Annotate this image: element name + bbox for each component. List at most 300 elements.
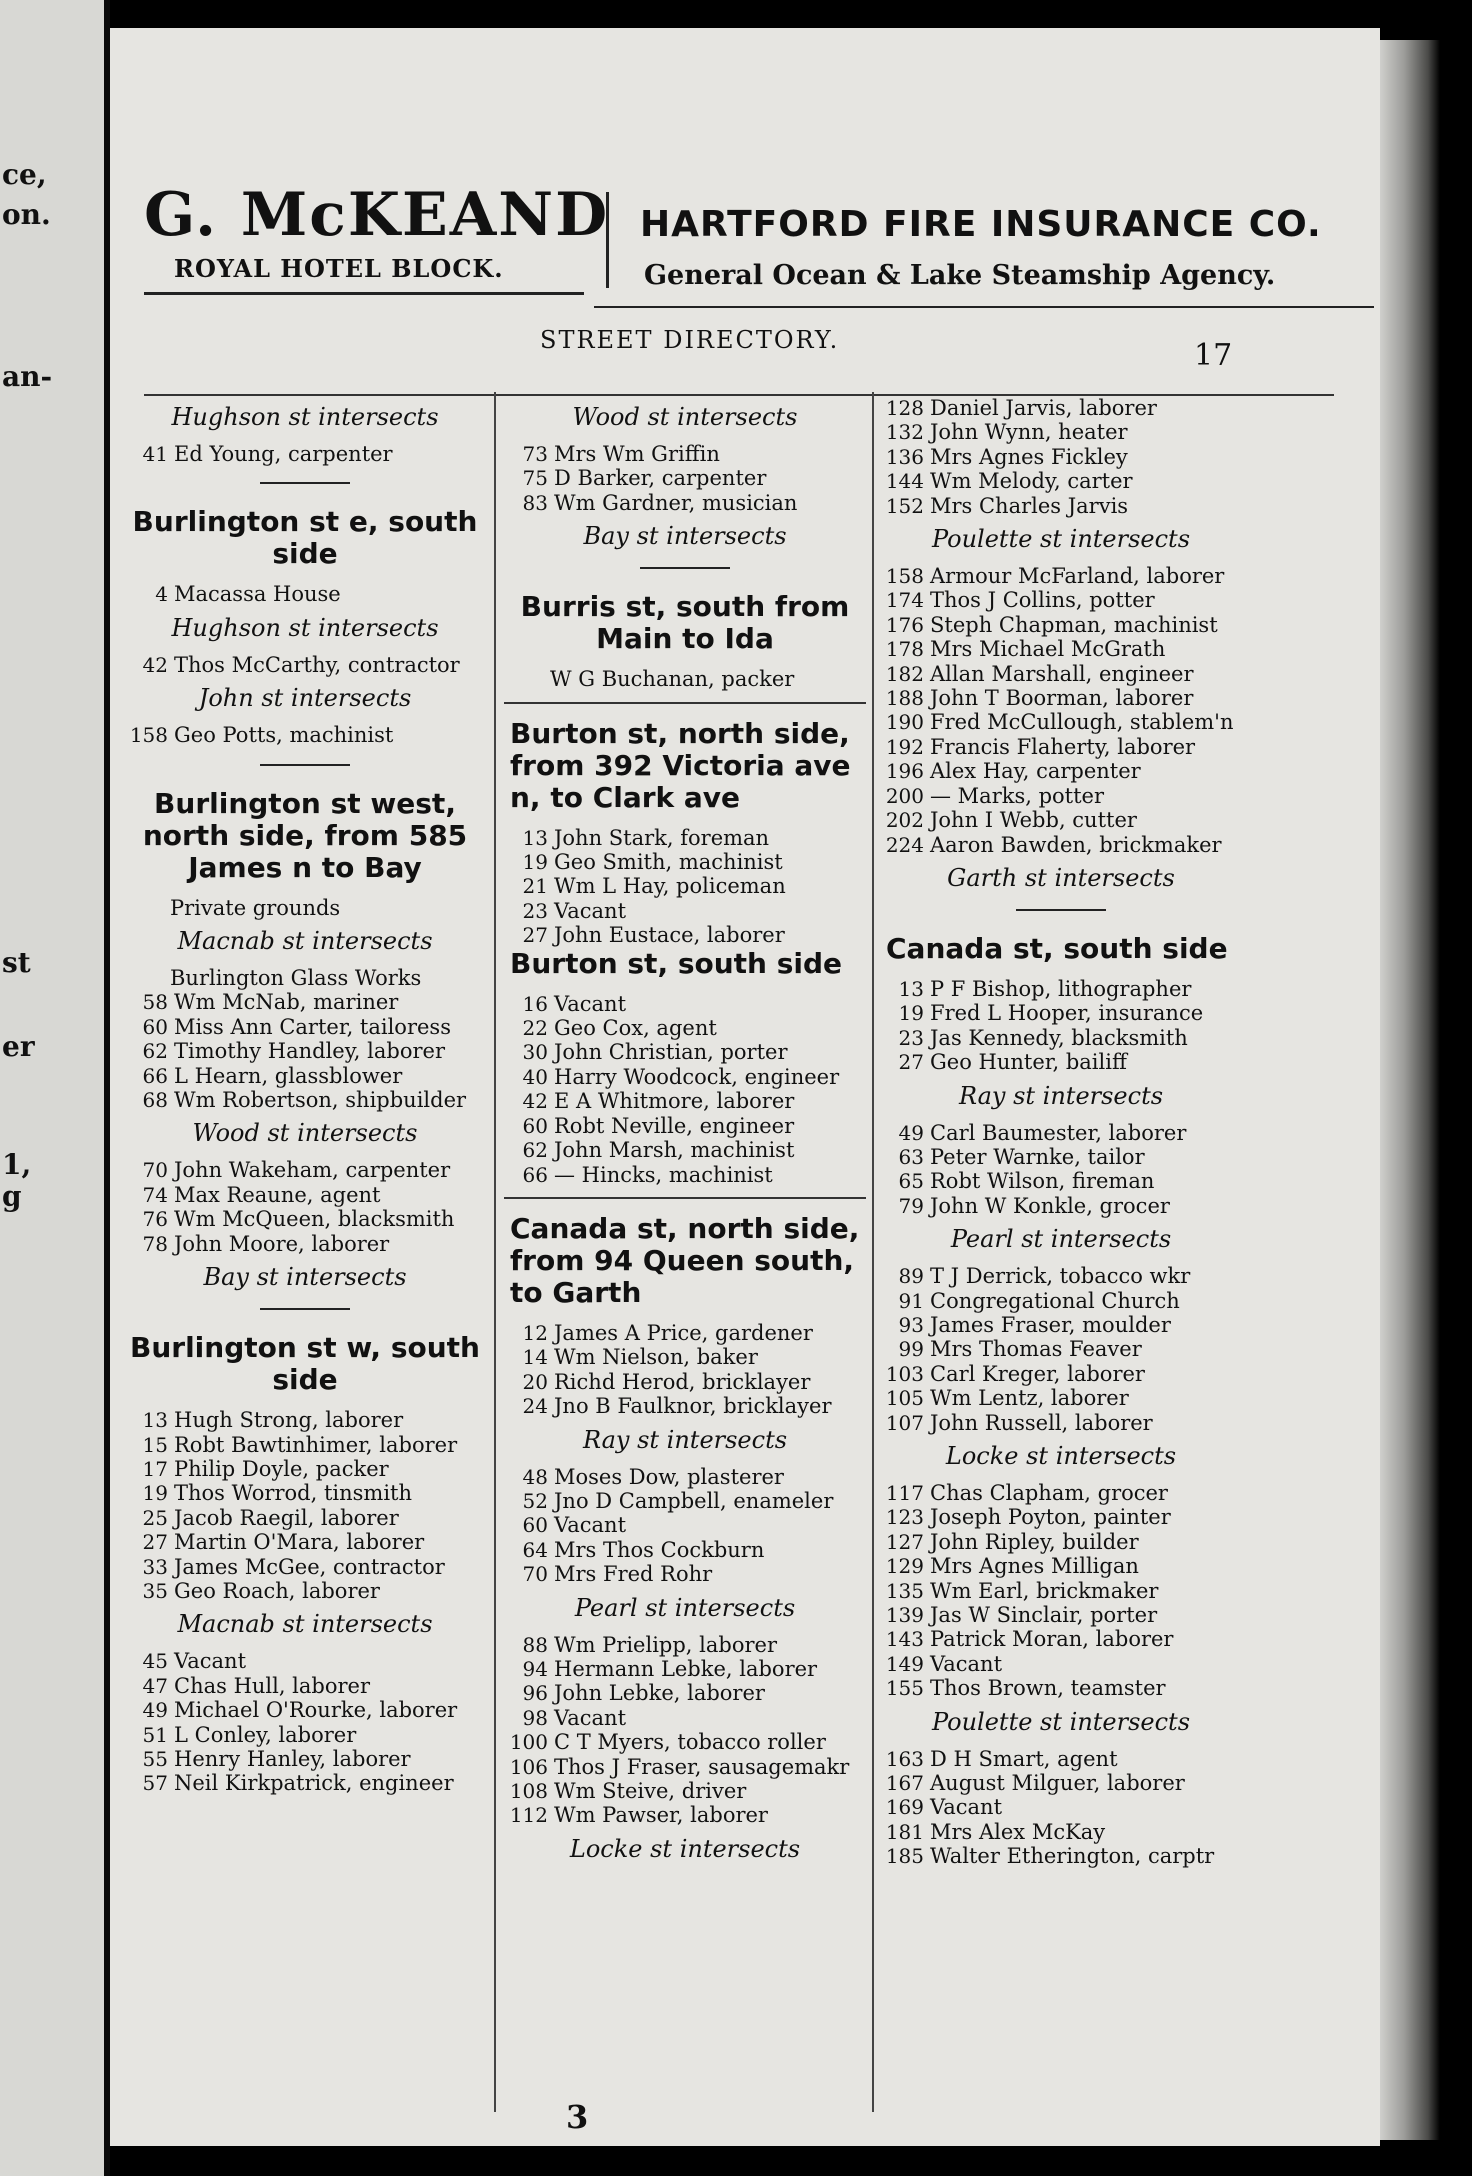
- house-number: 139: [885, 1603, 924, 1628]
- intersection-heading: Locke st intersects: [569, 1834, 801, 1863]
- directory-entry: [880, 1001, 1242, 1025]
- resident-name: John Eustace, laborer: [554, 923, 785, 948]
- house-number: 182: [885, 661, 924, 686]
- house-number: 103: [885, 1361, 924, 1386]
- resident-name: Jas W Sinclair, porter: [930, 1603, 1158, 1628]
- section-separator: [260, 482, 350, 484]
- resident-name: Ed Young, carpenter: [174, 442, 393, 466]
- directory-entry: [504, 992, 866, 1016]
- intersection-heading: Wood st intersects: [192, 1119, 418, 1148]
- intersection-heading: Pearl st intersects: [574, 1593, 796, 1622]
- house-number: 60: [522, 1113, 548, 1138]
- resident-name: Mrs Fred Rohr: [554, 1562, 713, 1587]
- house-number: 57: [142, 1771, 168, 1796]
- directory-entry: [504, 1755, 866, 1779]
- house-number: 27: [522, 923, 548, 948]
- resident-name: Geo Cox, agent: [554, 1016, 717, 1041]
- resident-name: John T Boorman, laborer: [930, 686, 1194, 711]
- directory-entry: [124, 1088, 486, 1112]
- directory-entry: [880, 1505, 1242, 1529]
- house-number: 33: [142, 1554, 168, 1579]
- resident-name: Allan Marshall, engineer: [930, 661, 1194, 686]
- house-number: 93: [898, 1312, 924, 1337]
- directory-entry: [880, 396, 1242, 420]
- resident-name: John Russell, laborer: [930, 1410, 1153, 1435]
- section-separator: [260, 1308, 350, 1310]
- resident-name: Macassa House: [174, 582, 341, 607]
- directory-entry: [880, 1337, 1242, 1361]
- directory-entry: [880, 1676, 1242, 1700]
- resident-name: Wm Robertson, shipbuilder: [174, 1088, 467, 1113]
- resident-name: Robt Bawtinhimer, laborer: [174, 1432, 458, 1457]
- directory-entry: [880, 1411, 1242, 1435]
- house-number: 123: [885, 1505, 924, 1530]
- resident-name: E A Whitmore, laborer: [554, 1089, 795, 1114]
- resident-name: Alex Hay, carpenter: [930, 759, 1141, 784]
- resident-name: Wm Nielson, baker: [554, 1345, 758, 1370]
- column-divider: [872, 392, 874, 2112]
- directory-entry: [124, 1506, 486, 1530]
- house-number: 79: [898, 1193, 924, 1218]
- directory-entry: [124, 1408, 486, 1432]
- margin-fragment: 1,: [2, 1148, 32, 1181]
- directory-entry: [880, 735, 1242, 759]
- house-number: 42: [142, 652, 168, 677]
- house-number: 98: [522, 1705, 548, 1730]
- intersection-heading: Wood st intersects: [572, 403, 798, 431]
- directory-entry: [504, 1321, 866, 1345]
- directory-entry: [504, 1394, 866, 1418]
- margin-fragment: ce,: [2, 158, 47, 191]
- directory-entry: [504, 442, 866, 466]
- directory-entry: [504, 1040, 866, 1064]
- house-number: 4: [155, 582, 168, 607]
- directory-entry: [504, 899, 866, 923]
- resident-name: Mrs Alex McKay: [930, 1819, 1106, 1844]
- house-number: 19: [898, 1001, 924, 1026]
- resident-name: Vacant: [930, 1651, 1003, 1676]
- directory-entry: [880, 1795, 1242, 1819]
- directory-entry: [880, 637, 1242, 661]
- resident-name: Max Reaune, agent: [174, 1182, 381, 1207]
- house-number: 14: [522, 1345, 548, 1370]
- resident-name: L Hearn, glassblower: [174, 1063, 403, 1088]
- resident-name: Martin O'Mara, laborer: [174, 1530, 425, 1555]
- house-number: 16: [522, 991, 548, 1016]
- directory-entry: [124, 1183, 486, 1207]
- resident-name: Harry Woodcock, engineer: [554, 1064, 840, 1089]
- resident-name: Geo Smith, machinist: [554, 850, 783, 875]
- resident-name: Henry Hanley, laborer: [174, 1746, 411, 1771]
- resident-name: Wm L Hay, policeman: [554, 874, 786, 899]
- house-number: 167: [885, 1771, 924, 1796]
- directory-entry: [504, 466, 866, 490]
- resident-name: L Conley, laborer: [174, 1722, 357, 1747]
- resident-name: Chas Hull, laborer: [174, 1673, 371, 1698]
- resident-name: John Lebke, laborer: [554, 1681, 765, 1706]
- resident-name: Moses Dow, plasterer: [554, 1464, 784, 1489]
- resident-name: Robt Wilson, fireman: [930, 1169, 1155, 1194]
- resident-name: Aaron Bawden, brickmaker: [930, 832, 1222, 857]
- resident-name: Hugh Strong, laborer: [174, 1408, 404, 1433]
- resident-name: D Barker, carpenter: [554, 466, 767, 491]
- section-separator: [260, 764, 350, 766]
- adjacent-page-strip: [0, 0, 110, 2176]
- resident-name: Richd Herod, bricklayer: [554, 1369, 811, 1394]
- resident-name: Thos J Collins, potter: [930, 588, 1155, 613]
- resident-name: Geo Potts, machinist: [174, 723, 394, 748]
- house-number: 30: [522, 1040, 548, 1065]
- house-number: 66: [142, 1063, 168, 1088]
- house-number: 178: [885, 637, 924, 662]
- house-number: 91: [898, 1288, 924, 1313]
- resident-name: John I Webb, cutter: [930, 808, 1137, 833]
- house-number: 132: [885, 420, 924, 445]
- house-number: 78: [142, 1231, 168, 1256]
- resident-name: Mrs Thomas Feaver: [930, 1337, 1142, 1362]
- house-number: 47: [142, 1673, 168, 1698]
- directory-entry: [880, 1747, 1242, 1771]
- house-number: 42: [522, 1089, 548, 1114]
- house-number: 99: [898, 1337, 924, 1362]
- house-number: 23: [522, 898, 548, 923]
- margin-fragment: an-: [2, 360, 53, 393]
- margin-fragment: st: [2, 946, 31, 979]
- resident-name: Wm McNab, mariner: [174, 990, 399, 1015]
- resident-name: T J Derrick, tobacco wkr: [930, 1264, 1191, 1289]
- intersection-heading: Hughson st intersects: [171, 613, 439, 642]
- house-number: 62: [142, 1039, 168, 1064]
- directory-entry: [504, 850, 866, 874]
- street-heading: Burton st, south side: [510, 946, 843, 980]
- house-number: 55: [142, 1746, 168, 1771]
- directory-entry: [880, 1481, 1242, 1505]
- house-number: 196: [885, 759, 924, 784]
- house-number: 17: [142, 1456, 168, 1481]
- directory-entry: [504, 1370, 866, 1394]
- section-separator: [640, 567, 730, 569]
- directory-entry: [124, 1158, 486, 1182]
- intersection-heading: Bay st intersects: [203, 1263, 407, 1292]
- house-number: 35: [142, 1578, 168, 1603]
- house-number: 158: [885, 564, 924, 589]
- resident-name: James McGee, contractor: [174, 1554, 445, 1579]
- directory-entry: [880, 759, 1242, 783]
- directory-entry: [880, 1121, 1242, 1145]
- directory-entry: [880, 686, 1242, 710]
- directory-entry: [880, 588, 1242, 612]
- directory-entry: [504, 1513, 866, 1537]
- directory-entry: [124, 1433, 486, 1457]
- resident-name: Walter Etherington, carptr: [930, 1844, 1215, 1869]
- resident-name: Geo Hunter, bailiff: [930, 1050, 1127, 1075]
- house-number: 58: [142, 990, 168, 1015]
- house-number: 163: [885, 1746, 924, 1771]
- directory-entry: [124, 1579, 486, 1603]
- directory-entry: [880, 1652, 1242, 1676]
- directory-entry: [880, 1169, 1242, 1193]
- house-number: 158: [129, 723, 168, 748]
- house-number: 127: [885, 1529, 924, 1554]
- house-number: 60: [522, 1513, 548, 1538]
- street-heading: Burton st, north side, from 392 Victoria ave n, to Clark ave: [510, 716, 851, 814]
- street-heading: Burlington st west, north side, from 585 James n to Bay: [142, 786, 468, 884]
- house-number: 185: [885, 1844, 924, 1869]
- resident-name: Jacob Raegil, laborer: [174, 1505, 399, 1530]
- firm-name: G. McKEAND: [144, 180, 610, 250]
- directory-entry: [124, 1530, 486, 1554]
- directory-entry: [880, 1264, 1242, 1288]
- directory-entry: [880, 833, 1242, 857]
- resident-name: Philip Doyle, packer: [174, 1456, 389, 1481]
- resident-name: Wm Steive, driver: [554, 1779, 747, 1803]
- resident-name: Armour McFarland, laborer: [930, 564, 1225, 589]
- resident-name: Patrick Moran, laborer: [930, 1627, 1174, 1652]
- resident-name: Fred McCullough, stablem'n: [930, 710, 1234, 735]
- house-number: 174: [885, 588, 924, 613]
- firm-underline: [144, 292, 584, 295]
- directory-entry: [504, 1163, 866, 1187]
- directory-entry: [880, 494, 1242, 518]
- directory-entry: [880, 662, 1242, 686]
- street-heading: Canada st, south side: [886, 931, 1228, 965]
- directory-entry: [504, 923, 866, 947]
- directory-entry: Private grounds: [170, 895, 341, 920]
- house-number: 76: [142, 1207, 168, 1232]
- section-rule: [504, 702, 866, 704]
- resident-name: Joseph Poyton, painter: [930, 1505, 1171, 1530]
- header-rule: [594, 306, 1374, 308]
- section-separator: [1016, 909, 1106, 911]
- directory-entry: [880, 977, 1242, 1001]
- directory-entry: [880, 564, 1242, 588]
- house-number: 75: [522, 466, 548, 491]
- house-number: 149: [885, 1651, 924, 1676]
- directory-entry: [880, 710, 1242, 734]
- house-number: 22: [522, 1016, 548, 1041]
- house-number: 107: [885, 1410, 924, 1435]
- house-number: 41: [142, 442, 168, 466]
- resident-name: Neil Kirkpatrick, engineer: [174, 1771, 454, 1796]
- house-number: 188: [885, 686, 924, 711]
- page-edge-shadow: [1380, 40, 1440, 2140]
- house-number: 106: [509, 1754, 548, 1779]
- house-number: 62: [522, 1138, 548, 1163]
- house-number: 13: [142, 1408, 168, 1433]
- directory-entry: [880, 1050, 1242, 1074]
- resident-name: Jno D Campbell, enameler: [554, 1488, 834, 1513]
- house-number: 202: [885, 808, 924, 833]
- directory-entry: [124, 582, 486, 606]
- directory-entry: [124, 1015, 486, 1039]
- section-title: STREET DIRECTORY.: [540, 326, 840, 354]
- directory-entry: Burlington Glass Works: [170, 966, 422, 991]
- resident-name: Vacant: [930, 1795, 1003, 1820]
- directory-entry: [880, 1313, 1242, 1337]
- directory-entry: [124, 1698, 486, 1722]
- resident-name: — Hincks, machinist: [554, 1162, 773, 1187]
- house-number: 40: [522, 1064, 548, 1089]
- house-number: 12: [522, 1320, 548, 1345]
- intersection-heading: John st intersects: [198, 684, 412, 713]
- directory-entry: [504, 1657, 866, 1681]
- directory-entry: [504, 1706, 866, 1730]
- resident-name: Francis Flaherty, laborer: [930, 734, 1196, 759]
- directory-entry: [124, 1674, 486, 1698]
- house-number: 73: [522, 442, 548, 466]
- resident-name: Thos McCarthy, contractor: [174, 652, 460, 677]
- directory-entry: [880, 1579, 1242, 1603]
- column-divider: [494, 392, 496, 2112]
- directory-entry: [504, 491, 866, 515]
- resident-name: John Wakeham, carpenter: [174, 1158, 451, 1183]
- street-heading: Burlington st e, south side: [132, 505, 478, 571]
- intersection-heading: Locke st intersects: [945, 1442, 1177, 1470]
- resident-name: Fred L Hooper, insurance: [930, 1001, 1204, 1026]
- intersection-heading: Poulette st intersects: [931, 1707, 1191, 1736]
- directory-entry: [124, 1064, 486, 1088]
- resident-name: John Ripley, builder: [930, 1529, 1139, 1554]
- house-number: 63: [898, 1144, 924, 1169]
- house-number: 144: [885, 469, 924, 494]
- insurance-company: HARTFORD FIRE INSURANCE CO.: [640, 204, 1322, 245]
- house-number: 66: [522, 1162, 548, 1187]
- resident-name: Hermann Lebke, laborer: [554, 1656, 818, 1681]
- house-number: 129: [885, 1554, 924, 1579]
- resident-name: P F Bishop, lithographer: [930, 976, 1192, 1001]
- directory-entry: [504, 1633, 866, 1657]
- intersection-heading: Ray st intersects: [582, 1425, 788, 1454]
- directory-entry: [880, 1145, 1242, 1169]
- directory-entry: [124, 1457, 486, 1481]
- directory-entry: [880, 1554, 1242, 1578]
- directory-entry: [124, 1232, 486, 1256]
- firm-address: ROYAL HOTEL BLOCK.: [174, 254, 504, 283]
- intersection-heading: Pearl st intersects: [950, 1225, 1172, 1254]
- directory-entry: [880, 420, 1242, 444]
- directory-entry: [880, 1530, 1242, 1554]
- directory-entry: [124, 1723, 486, 1747]
- house-number: 83: [522, 490, 548, 515]
- resident-name: August Milguer, laborer: [930, 1771, 1185, 1796]
- house-number: 152: [885, 493, 924, 518]
- resident-name: Wm McQueen, blacksmith: [174, 1207, 455, 1232]
- resident-name: Wm Prielipp, laborer: [554, 1632, 777, 1657]
- house-number: 27: [898, 1050, 924, 1075]
- resident-name: Vacant: [554, 1513, 627, 1538]
- house-number: 128: [885, 396, 924, 420]
- resident-name: C T Myers, tobacco roller: [554, 1730, 826, 1755]
- resident-name: Wm Lentz, laborer: [930, 1386, 1129, 1411]
- house-number: 49: [142, 1698, 168, 1723]
- intersection-heading: Macnab st intersects: [177, 1610, 433, 1639]
- resident-name: Carl Kreger, laborer: [930, 1361, 1145, 1386]
- directory-entry: [504, 1803, 866, 1827]
- margin-fragment: g: [2, 1180, 22, 1213]
- directory-entry: [880, 1386, 1242, 1410]
- house-number: 200: [885, 783, 924, 808]
- section-rule: [504, 1197, 866, 1199]
- house-number: 15: [142, 1432, 168, 1457]
- resident-name: Wm Gardner, musician: [554, 490, 798, 515]
- directory-entry: [504, 1138, 866, 1162]
- directory-entry: [124, 723, 486, 747]
- directory-entry: [880, 1771, 1242, 1795]
- directory-entry: [124, 1207, 486, 1231]
- directory-entry: [504, 1065, 866, 1089]
- house-number: 88: [522, 1632, 548, 1657]
- directory-entry: [124, 990, 486, 1014]
- resident-name: John Christian, porter: [554, 1040, 788, 1065]
- directory-entry: [124, 1649, 486, 1673]
- intersection-heading: Bay st intersects: [583, 522, 787, 551]
- resident-name: Jno B Faulknor, bricklayer: [554, 1394, 832, 1419]
- page-header: [144, 158, 1344, 308]
- directory-column-3: [880, 396, 1242, 1869]
- resident-name: Thos J Fraser, sausagemakr: [554, 1754, 850, 1779]
- resident-name: Steph Chapman, machinist: [930, 612, 1218, 637]
- house-number: 20: [522, 1369, 548, 1394]
- directory-entry: [880, 445, 1242, 469]
- street-heading: Burris st, south from Main to Ida: [520, 590, 850, 656]
- directory-entry: [880, 784, 1242, 808]
- directory-entry: [124, 1771, 486, 1795]
- resident-name: Mrs Michael McGrath: [930, 637, 1166, 662]
- margin-fragment: er: [2, 1030, 35, 1063]
- house-number: 70: [522, 1562, 548, 1587]
- resident-name: Wm Earl, brickmaker: [930, 1578, 1159, 1603]
- house-number: 45: [142, 1649, 168, 1674]
- resident-name: Mrs Charles Jarvis: [930, 493, 1129, 518]
- house-number: 143: [885, 1627, 924, 1652]
- house-number: 19: [142, 1481, 168, 1506]
- margin-fragment: on.: [2, 198, 51, 231]
- page-number: 17: [1194, 338, 1233, 373]
- directory-entry: [504, 1016, 866, 1040]
- directory-entry: [124, 653, 486, 677]
- house-number: 64: [522, 1537, 548, 1562]
- house-number: 100: [509, 1730, 548, 1755]
- house-number: 112: [509, 1803, 548, 1828]
- directory-entry: [880, 469, 1242, 493]
- house-number: 96: [522, 1681, 548, 1706]
- house-number: 224: [885, 832, 924, 857]
- resident-name: Michael O'Rourke, laborer: [174, 1698, 458, 1723]
- directory-entry: [504, 826, 866, 850]
- house-number: 60: [142, 1014, 168, 1039]
- resident-name: Wm Melody, carter: [930, 469, 1133, 494]
- house-number: 136: [885, 444, 924, 469]
- directory-entry: [880, 613, 1242, 637]
- resident-name: Jas Kennedy, blacksmith: [930, 1025, 1188, 1050]
- house-number: 176: [885, 612, 924, 637]
- directory-entry: [880, 1026, 1242, 1050]
- house-number: 27: [142, 1530, 168, 1555]
- house-number: 13: [898, 976, 924, 1001]
- agency-line: General Ocean & Lake Steamship Agency.: [644, 260, 1276, 291]
- directory-entry: [504, 1681, 866, 1705]
- directory-entry: [880, 1362, 1242, 1386]
- house-number: 25: [142, 1505, 168, 1530]
- header-divider: [606, 192, 609, 288]
- house-number: 13: [522, 825, 548, 850]
- house-number: 117: [885, 1481, 924, 1505]
- resident-name: James Fraser, moulder: [930, 1312, 1171, 1337]
- directory-entry: [880, 1289, 1242, 1313]
- resident-name: John Wynn, heater: [930, 420, 1128, 445]
- directory-entry: [504, 1538, 866, 1562]
- directory-entry: [880, 1627, 1242, 1651]
